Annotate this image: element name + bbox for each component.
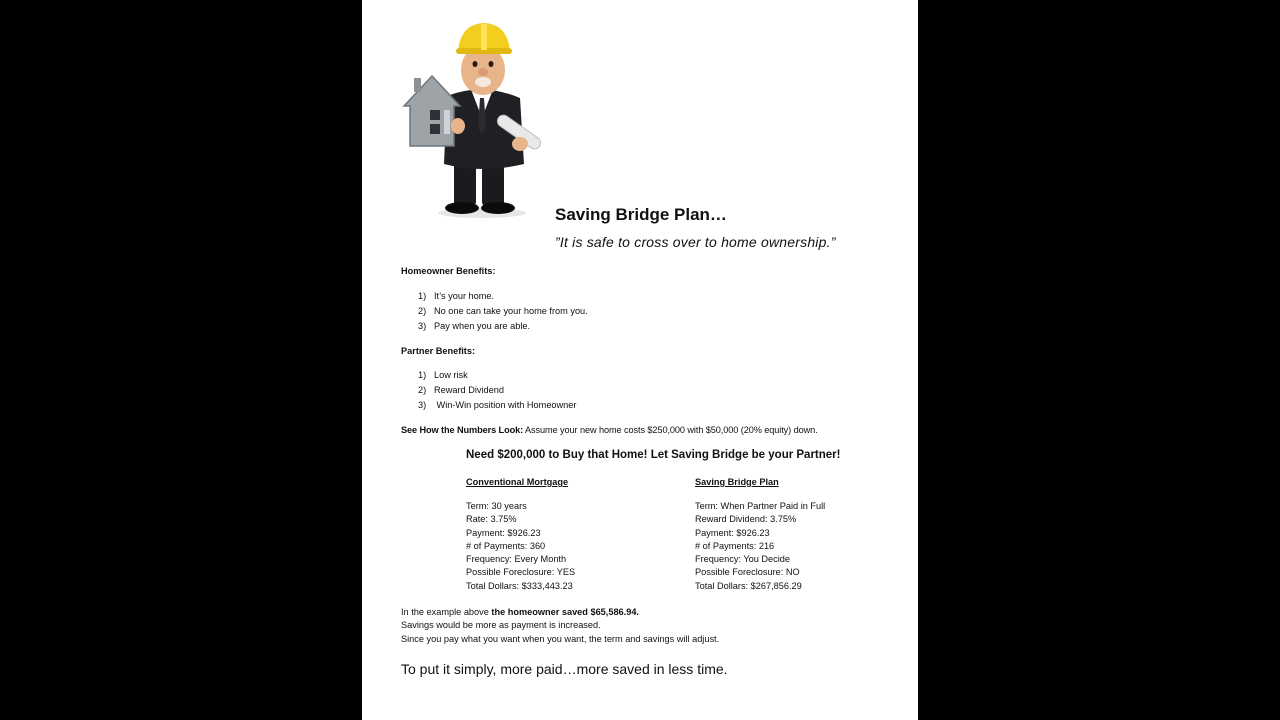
numbers-label: See How the Numbers Look: — [401, 425, 524, 435]
bridge-dividend: Reward Dividend: 3.75% — [695, 514, 797, 525]
bridge-frequency: Frequency: You Decide — [695, 554, 791, 565]
conventional-frequency: Frequency: Every Month — [466, 554, 567, 565]
builder-with-house-illustration — [402, 18, 552, 220]
bridge-total: Total Dollars: $267,856.29 — [695, 580, 802, 591]
list-item: 1) It’s your home. — [418, 291, 495, 301]
summary-line-2: Savings would be more as payment is increased. — [401, 620, 601, 631]
headline: Need $200,000 to Buy that Home! Let Saving Bridge be your Partner! — [466, 449, 841, 461]
homeowner-benefits-heading: Homeowner Benefits: — [401, 266, 496, 276]
list-item: 3) Win-Win position with Homeowner — [418, 400, 577, 410]
conventional-payment-count: # of Payments: 360 — [466, 540, 546, 551]
bridge-term: Term: When Partner Paid in Full — [695, 501, 826, 511]
bridge-foreclosure: Possible Foreclosure: NO — [695, 567, 800, 578]
list-item: 3) Pay when you are able. — [418, 321, 531, 331]
list-item: 1) Low risk — [418, 370, 468, 380]
document-title: Saving Bridge Plan… — [555, 205, 727, 224]
document-page — [362, 0, 918, 720]
conventional-foreclosure: Possible Foreclosure: YES — [466, 567, 576, 578]
list-item: 2) Reward Dividend — [418, 385, 504, 395]
homeowner-benefits-list — [418, 289, 588, 334]
partner-benefits-list — [418, 368, 576, 413]
list-item: 2) No one can take your home from you. — [418, 306, 588, 316]
conventional-mortgage-heading: Conventional Mortgage — [466, 477, 569, 487]
conventional-mortgage-column — [466, 476, 666, 593]
summary-line-3: Since you pay what you want when you want, the term and savings will adjust. — [401, 633, 720, 644]
saving-bridge-heading: Saving Bridge Plan — [695, 477, 779, 487]
conventional-term: Term: 30 years — [466, 501, 527, 511]
closing-line: To put it simply, more paid…more saved in less time. — [401, 661, 728, 677]
numbers-paragraph — [401, 425, 818, 435]
saving-bridge-column — [695, 476, 895, 593]
document-tagline: ”It is safe to cross over to home ownership.” — [555, 234, 836, 250]
conventional-payment: Payment: $926.23 — [466, 527, 541, 538]
conventional-rate: Rate: 3.75% — [466, 514, 517, 525]
partner-benefits-heading: Partner Benefits: — [401, 346, 476, 356]
summary-paragraph — [401, 606, 719, 646]
bridge-payment-count: # of Payments: 216 — [695, 540, 775, 551]
summary-line-1: In the example above the homeowner saved $65,586.94. — [401, 607, 639, 617]
conventional-total: Total Dollars: $333,443.23 — [466, 580, 573, 591]
numbers-text: Assume your new home costs $250,000 with $50,000 (20% equity) down. — [523, 425, 818, 435]
bridge-payment: Payment: $926.23 — [695, 527, 770, 538]
